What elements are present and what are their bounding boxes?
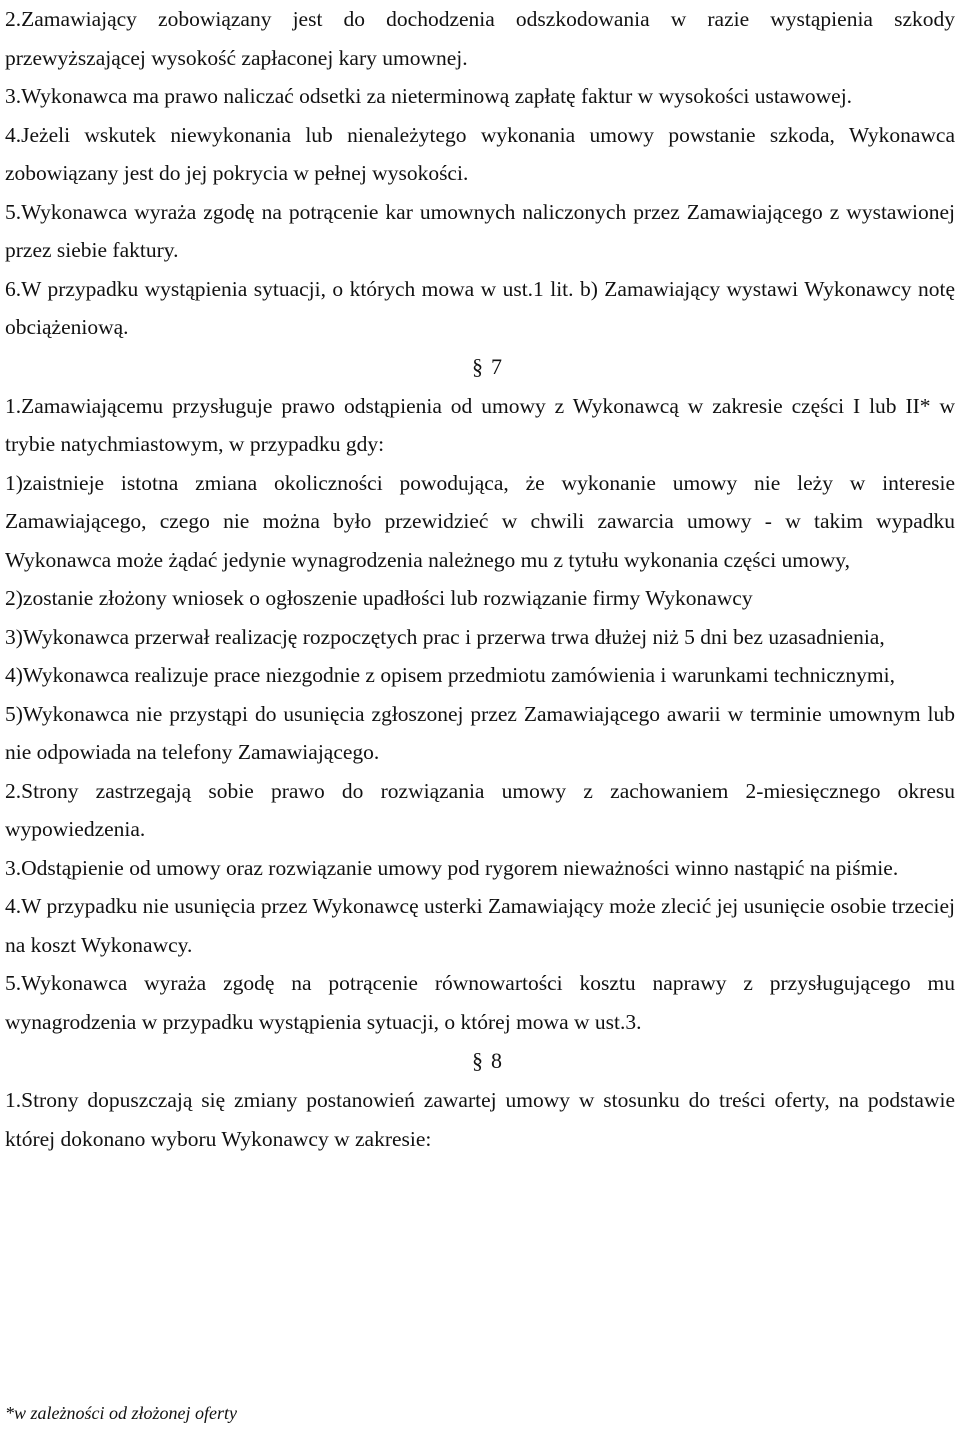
section-heading-7 xyxy=(5,347,955,387)
footnote: *w zależności od złożonej oferty xyxy=(5,1403,237,1423)
paragraph-5-deduction: 5.Wykonawca wyraża zgodę na potrącenie kar umownych naliczonych przez Zamawiającego z wystawionej przez siebie faktury. xyxy=(5,199,955,262)
s7-item-4: 4)Wykonawca realizuje prace niezgodnie z opisem przedmiotu zamówienia i warunkami technicznymi, xyxy=(5,663,895,687)
s7-item-1: 1)zaistnieje istotna zmiana okoliczności powodująca, że wykonanie umowy nie leży w interesie Zamawiającego, czego nie można było przewidzieć w chwili zawarcia umowy - w takim wypadku Wykonawca może żądać jedynie wynagrodzenia należnego mu z tytułu wykonania części umowy, xyxy=(5,470,955,572)
s7-paragraph-5: 5.Wykonawca wyraża zgodę na potrącenie równowartości kosztu naprawy z przysługującego mu wynagrodzenia w przypadku wystąpienia sytuacji, o której mowa w ust.3. xyxy=(5,971,955,1034)
s7-item-5: 5)Wykonawca nie przystąpi do usunięcia zgłoszonej przez Zamawiającego awarii w terminie umownym lub nie odpowiada na telefony Zamawiającego. xyxy=(5,701,955,764)
s7-paragraph-2: 2.Strony zastrzegają sobie prawo do rozwiązania umowy z zachowaniem 2-miesięcznego okresu wypowiedzenia. xyxy=(5,778,955,841)
paragraph-4-liability: 4.Jeżeli wskutek niewykonania lub nienależytego wykonania umowy powstanie szkoda, Wykonawca zobowiązany jest do jej pokrycia w pełnej wysokości. xyxy=(5,122,955,185)
section-number: 7 xyxy=(491,353,502,379)
section-heading-8 xyxy=(5,1041,955,1081)
section-number: 8 xyxy=(491,1048,502,1073)
paragraph-3-interest: 3.Wykonawca ma prawo naliczać odsetki za nieterminową zapłatę faktur w wysokości ustawowej. xyxy=(5,84,853,108)
s7-paragraph-3: 3.Odstąpienie od umowy oraz rozwiązanie umowy pod rygorem nieważności winno nastąpić na piśmie. xyxy=(5,855,899,880)
section-symbol: § xyxy=(472,353,483,379)
document-page xyxy=(5,0,955,1158)
s7-item-3: 3)Wykonawca przerwał realizację rozpoczętych prac i przerwa trwa dłużej niż 5 dni bez uzasadnienia, xyxy=(5,624,885,649)
s7-paragraph-4: 4.W przypadku nie usunięcia przez Wykonawcę usterki Zamawiający może zlecić jej usunięcie osobie trzeciej na koszt Wykonawcy. xyxy=(5,894,955,957)
s7-paragraph-1: 1.Zamawiającemu przysługuje prawo odstąpienia od umowy z Wykonawcą w zakresie części I lub II* w trybie natychmiastowym, w przypadku gdy: xyxy=(5,393,955,456)
s8-paragraph-1: 1.Strony dopuszczają się zmiany postanowień zawartej umowy w stosunku do treści oferty, na podstawie której dokonano wyboru Wykonawcy w zakresie: xyxy=(5,1088,955,1151)
paragraph-6-debit-note: 6.W przypadku wystąpienia sytuacji, o których mowa w ust.1 lit. b) Zamawiający wystawi Wykonawcy notę obciążeniową. xyxy=(5,276,955,339)
paragraph-2-damages: 2.Zamawiający zobowiązany jest do dochodzenia odszkodowania w razie wystąpienia szkody przewyższającej wysokość zapłaconej kary umownej. xyxy=(5,7,955,70)
section-symbol: § xyxy=(472,1048,483,1073)
s7-item-2: 2)zostanie złożony wniosek o ogłoszenie upadłości lub rozwiązanie firmy Wykonawcy xyxy=(5,586,753,610)
